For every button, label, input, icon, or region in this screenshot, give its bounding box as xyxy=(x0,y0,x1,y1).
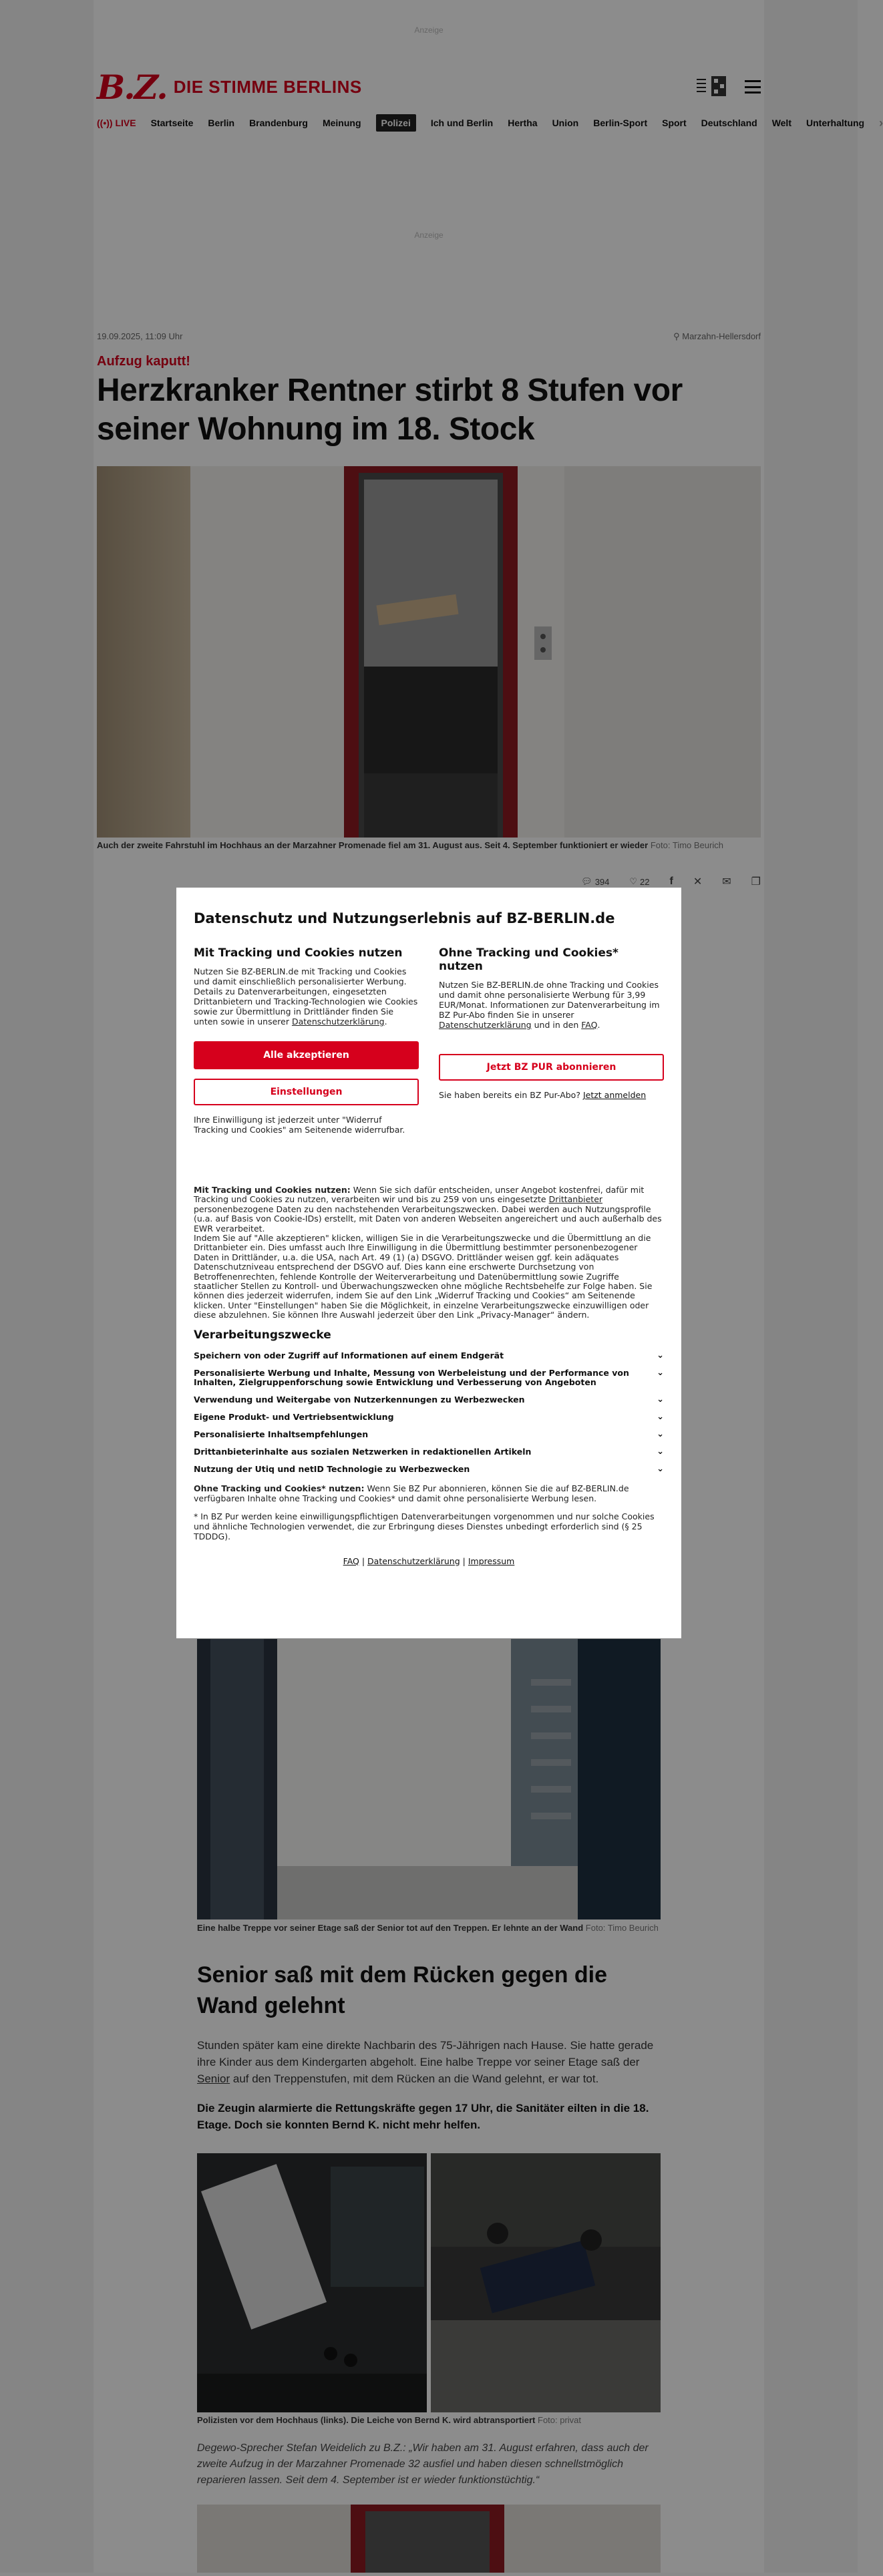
likes-count: 22 xyxy=(640,876,650,887)
footer-faq-link[interactable]: FAQ xyxy=(343,1555,359,1566)
mail-icon[interactable]: ✉ xyxy=(722,876,731,888)
chevron-down-icon: ⌄ xyxy=(657,1411,664,1422)
nav-item-ich-und-berlin[interactable]: Ich und Berlin xyxy=(430,118,494,128)
chevron-down-icon: ⌄ xyxy=(657,1367,664,1378)
para1-a: Stunden später kam eine direkte Nachbarin des 75-Jährigen nach Hause. Sie hatte gerade ihre Kinder aus dem Kindergarten abgeholt. Eine halbe Treppe vor seiner Etage saß der xyxy=(197,2039,654,2068)
pur-text-a: Nutzen Sie BZ-BERLIN.de ohne Tracking und Cookies und damit ohne personalisierte Werbung für 3,99 EUR/Monat. Informationen zur Datenverarbeitung im BZ Pur-Abo finden Sie in unserer xyxy=(439,980,660,1020)
stairwell-credit: Foto: Timo Beurich xyxy=(585,1923,659,1933)
nav-item-welt[interactable]: Welt xyxy=(771,118,791,128)
purpose-item[interactable] xyxy=(194,1465,664,1474)
article-subhead: Senior saß mit dem Rücken gegen die Wand gelehnt xyxy=(197,1962,608,2018)
purpose-item[interactable] xyxy=(194,1368,664,1387)
purpose-label: Speichern von oder Zugriff auf Informationen auf einem Endgerät xyxy=(194,1350,504,1360)
login-prefix: Sie haben bereits ein BZ Pur-Abo? xyxy=(439,1090,583,1100)
subscribe-pur-button[interactable]: Jetzt BZ PUR abonnieren xyxy=(439,1054,664,1081)
logo-text: DIE STIMME BERLINS xyxy=(173,76,362,97)
article-headline: Herzkranker Rentner stirbt 8 Stufen vor seiner Wohnung im 18. Stock xyxy=(97,373,683,447)
purpose-item[interactable] xyxy=(194,1351,664,1360)
footer-imprint-link[interactable]: Impressum xyxy=(468,1555,515,1566)
faq-link-right[interactable]: FAQ xyxy=(581,1020,598,1030)
purpose-label: Verwendung und Weitergabe von Nutzerkennungen zu Werbezwecken xyxy=(194,1394,525,1405)
nav-item-union[interactable]: Union xyxy=(552,118,579,128)
tracking-text xyxy=(194,966,419,1027)
login-link[interactable]: Jetzt anmelden xyxy=(582,1090,647,1100)
pur-text xyxy=(439,980,664,1030)
facebook-icon[interactable]: f xyxy=(669,876,673,887)
nav-item-berlin-sport[interactable]: Berlin-Sport xyxy=(593,118,648,128)
tracking-text-b: . xyxy=(384,1017,387,1027)
nav-item-sport[interactable]: Sport xyxy=(662,118,687,128)
footnote: * In BZ Pur werden keine einwilligungspflichtigen Datenverarbeitungen vorgenommen und nur solche Cookies und ähnliche Technologien verwendet, die zur Erbringung dieses Dienstes unbedingt erforderlich sind (§ 25 TDDDG). xyxy=(194,1511,655,1541)
footer-privacy-link[interactable]: Datenschutzerklärung xyxy=(367,1555,460,1566)
purpose-label: Nutzung der Utiq und netID Technologie zu Werbezwecken xyxy=(194,1463,470,1474)
privacy-link-right[interactable]: Datenschutzerklärung xyxy=(439,1020,532,1030)
nav-item-polizei[interactable]: Polizei xyxy=(376,114,416,132)
without-tracking-bold: Ohne Tracking und Cookies* nutzen: xyxy=(194,1483,365,1493)
purposes-list xyxy=(194,1351,664,1474)
copy-link-icon[interactable]: ❐ xyxy=(751,876,761,888)
senior-link[interactable]: Senior xyxy=(197,2072,230,2085)
tracking-text-a: Nutzen Sie BZ-BERLIN.de mit Tracking und Cookies und damit einschließlich personalisierter Werbung. Details zu Datenverarbeitungen, eingesetzten Drittanbietern und Tracking-Technologien wie Cookies sowie zur Übermittlung in Drittländer finden Sie unten sowie in unserer xyxy=(194,966,418,1027)
pur-heading: Ohne Tracking und Cookies* nutzen xyxy=(439,946,619,973)
ad-label-top: Anzeige xyxy=(414,25,444,35)
comments-count: 394 xyxy=(594,876,610,887)
nav-item-berlin[interactable]: Berlin xyxy=(208,118,235,128)
para1-b: auf den Treppenstufen, mit dem Rücken an die Wand gelehnt, er war tot. xyxy=(230,2072,599,2085)
accept-all-button[interactable]: Alle akzeptieren xyxy=(194,1041,419,1069)
ad-label-mid: Anzeige xyxy=(414,230,444,240)
consent-dialog xyxy=(176,888,681,1638)
tracking-details-b: personenbezogene Daten zu den nachstehenden Verarbeitungszwecken. Dabei werden auch Nutzungsprofile (u.a. auf Basis von Cookie-IDs) erstellt, mit Daten von anderen Webseiten angereichert und auch außerhalb des EWR verarbeitet. xyxy=(194,1204,662,1234)
nav-item-startseite[interactable]: Startseite xyxy=(150,118,194,128)
nav-item-brandenburg[interactable]: Brandenburg xyxy=(249,118,308,128)
purpose-item[interactable] xyxy=(194,1413,664,1422)
police-caption-text: Polizisten vor dem Hochhaus (links). Die Leiche von Bernd K. wird abtransportiert xyxy=(197,2415,536,2425)
chevron-down-icon: ⌄ xyxy=(657,1463,664,1474)
heart-icon: ♡ xyxy=(629,876,638,886)
pur-text-mid: und in den xyxy=(531,1020,582,1030)
tracking-details-bold: Mit Tracking und Cookies nutzen: xyxy=(194,1185,351,1195)
police-credit: Foto: privat xyxy=(538,2415,582,2425)
nav-next-icon[interactable]: › xyxy=(879,116,883,130)
chevron-down-icon: ⌄ xyxy=(657,1350,664,1360)
logo-mark: B.Z. xyxy=(97,67,167,107)
purpose-label: Eigene Produkt- und Vertriebsentwicklung xyxy=(194,1411,394,1422)
nav-item-hertha[interactable]: Hertha xyxy=(508,118,538,128)
login-line xyxy=(439,1090,664,1100)
consent-tracking-column xyxy=(194,946,419,1135)
tracking-heading: Mit Tracking und Cookies nutzen xyxy=(194,946,403,960)
nav-item-unterhaltung[interactable]: Unterhaltung xyxy=(806,118,865,128)
hero-caption-text: Auch der zweite Fahrstuhl im Hochhaus an der Marzahner Promenade fiel am 31. August aus. Seit 4. September funktioniert er wieder xyxy=(97,840,649,850)
without-tracking-text xyxy=(194,1483,664,1503)
chevron-down-icon: ⌄ xyxy=(657,1446,664,1457)
purpose-item[interactable] xyxy=(194,1395,664,1405)
stairwell-caption-text: Eine halbe Treppe vor seiner Etage saß der Senior tot auf den Treppen. Er lehnte an der Wand xyxy=(197,1923,584,1933)
chevron-down-icon: ⌄ xyxy=(657,1429,664,1439)
comment-icon: 💬︎ xyxy=(581,876,592,886)
privacy-link-left[interactable]: Datenschutzerklärung xyxy=(291,1017,385,1027)
purpose-label: Personalisierte Inhaltsempfehlungen xyxy=(194,1429,369,1439)
nav-item-live[interactable]: ((•)) LIVE xyxy=(97,118,136,128)
purpose-label: Personalisierte Werbung und Inhalte, Messung von Werbeleistung und der Performance von Inhalten, Zielgruppenforschung sowie Entwicklung und Verbesserung von Angeboten xyxy=(194,1367,629,1387)
consent-title: Datenschutz und Nutzungserlebnis auf BZ-BERLIN.de xyxy=(194,910,615,926)
purpose-item[interactable] xyxy=(194,1447,664,1457)
tracking-details-a: Wenn Sie sich dafür entscheiden, unser Angebot kostenfrei, dafür mit Tracking und Cookies zu nutzen, verarbeiten wir und bis zu 259 von uns eingesetzte xyxy=(194,1185,645,1205)
tracking-details xyxy=(194,1185,664,1320)
purpose-label: Drittanbieterinhalte aus sozialen Netzwerken in redaktionellen Artikeln xyxy=(194,1446,532,1457)
settings-button[interactable]: Einstellungen xyxy=(194,1079,419,1105)
article-paragraph-2: Die Zeugin alarmierte die Rettungskräfte gegen 17 Uhr, die Sanitäter eilten in die 18. Etage. Doch sie konnten Bernd K. nicht mehr helfen. xyxy=(197,2102,649,2131)
without-tracking-body: Wenn Sie BZ Pur abonnieren, können Sie die auf BZ-BERLIN.de verfügbaren Inhalte ohne Tracking und Cookies* und damit ohne personalisierte Werbung lesen. xyxy=(194,1483,629,1503)
consent-footer: FAQ | Datenschutzerklärung | Impressum xyxy=(343,1555,515,1566)
purposes-heading: Verarbeitungszwecke xyxy=(194,1328,331,1342)
revoke-text: Ihre Einwilligung ist jederzeit unter "Widerruf Tracking und Cookies" am Seitenende widerrufbar. xyxy=(194,1115,405,1135)
article-kicker: Aufzug kaputt! xyxy=(97,354,190,369)
tracking-details-c: Indem Sie auf "Alle akzeptieren" klicken, willigen Sie in die Verarbeitungszwecke und die Übermittlung an die Drittanbieter ein. Dies umfasst auch Ihre Einwilligung in die Übermittlung bestimmter personenbezogener Daten in Drittländer, u.a. die USA, nach Art. 49 (1) (a) DSGVO. Drittländer weisen ggf. kein adäquates Datenschutzniveau entsprechend der DSGVO auf. Dies kann eine erschwerte Durchsetzung von Betroffenenrechten, fehlende Kontrolle der Weiterverarbeitung und Datenübermittlung sowie Zugriffe staatlicher Stellen zu Kontroll- und Überwachungszwecken ohne mögliche Rechtsbehelfe zur Folge haben. Sie können dies jederzeit widerrufen, indem Sie auf den Link „Widerruf Tracking und Cookies“ am Seitenende klicken. Unter "Einstellungen" haben Sie die Möglichkeit, in einzelne Verarbeitungszwecke einzuwilligen oder diese abzulehnen. Sie können Ihre Auswahl jederzeit über den Link „Privacy-Manager“ ändern. xyxy=(194,1233,653,1320)
pur-text-b: . xyxy=(597,1020,600,1030)
x-icon[interactable]: ✕ xyxy=(693,876,703,888)
location-pin-icon: ⚲ xyxy=(673,331,683,341)
purpose-item[interactable] xyxy=(194,1430,664,1439)
article-quote: Degewo-Sprecher Stefan Weidelich zu B.Z.: „Wir haben am 31. August erfahren, dass auch der zweite Aufzug in der Marzahner Promenade 32 ausfiel und haben diesen schnellstmöglich reparieren lassen. Seit dem 4. September ist er wieder funktionstüchtig.“ xyxy=(197,2442,649,2486)
chevron-down-icon: ⌄ xyxy=(657,1394,664,1405)
vendors-link[interactable]: Drittanbieter xyxy=(548,1194,603,1205)
article-date: 19.09.2025, 11:09 Uhr xyxy=(97,331,183,341)
consent-pur-column xyxy=(439,946,664,1135)
nav-item-meinung[interactable]: Meinung xyxy=(322,118,361,128)
nav-item-deutschland[interactable]: Deutschland xyxy=(701,118,757,128)
hero-credit: Foto: Timo Beurich xyxy=(650,840,723,850)
location-text: Marzahn-Hellersdorf xyxy=(682,331,761,341)
